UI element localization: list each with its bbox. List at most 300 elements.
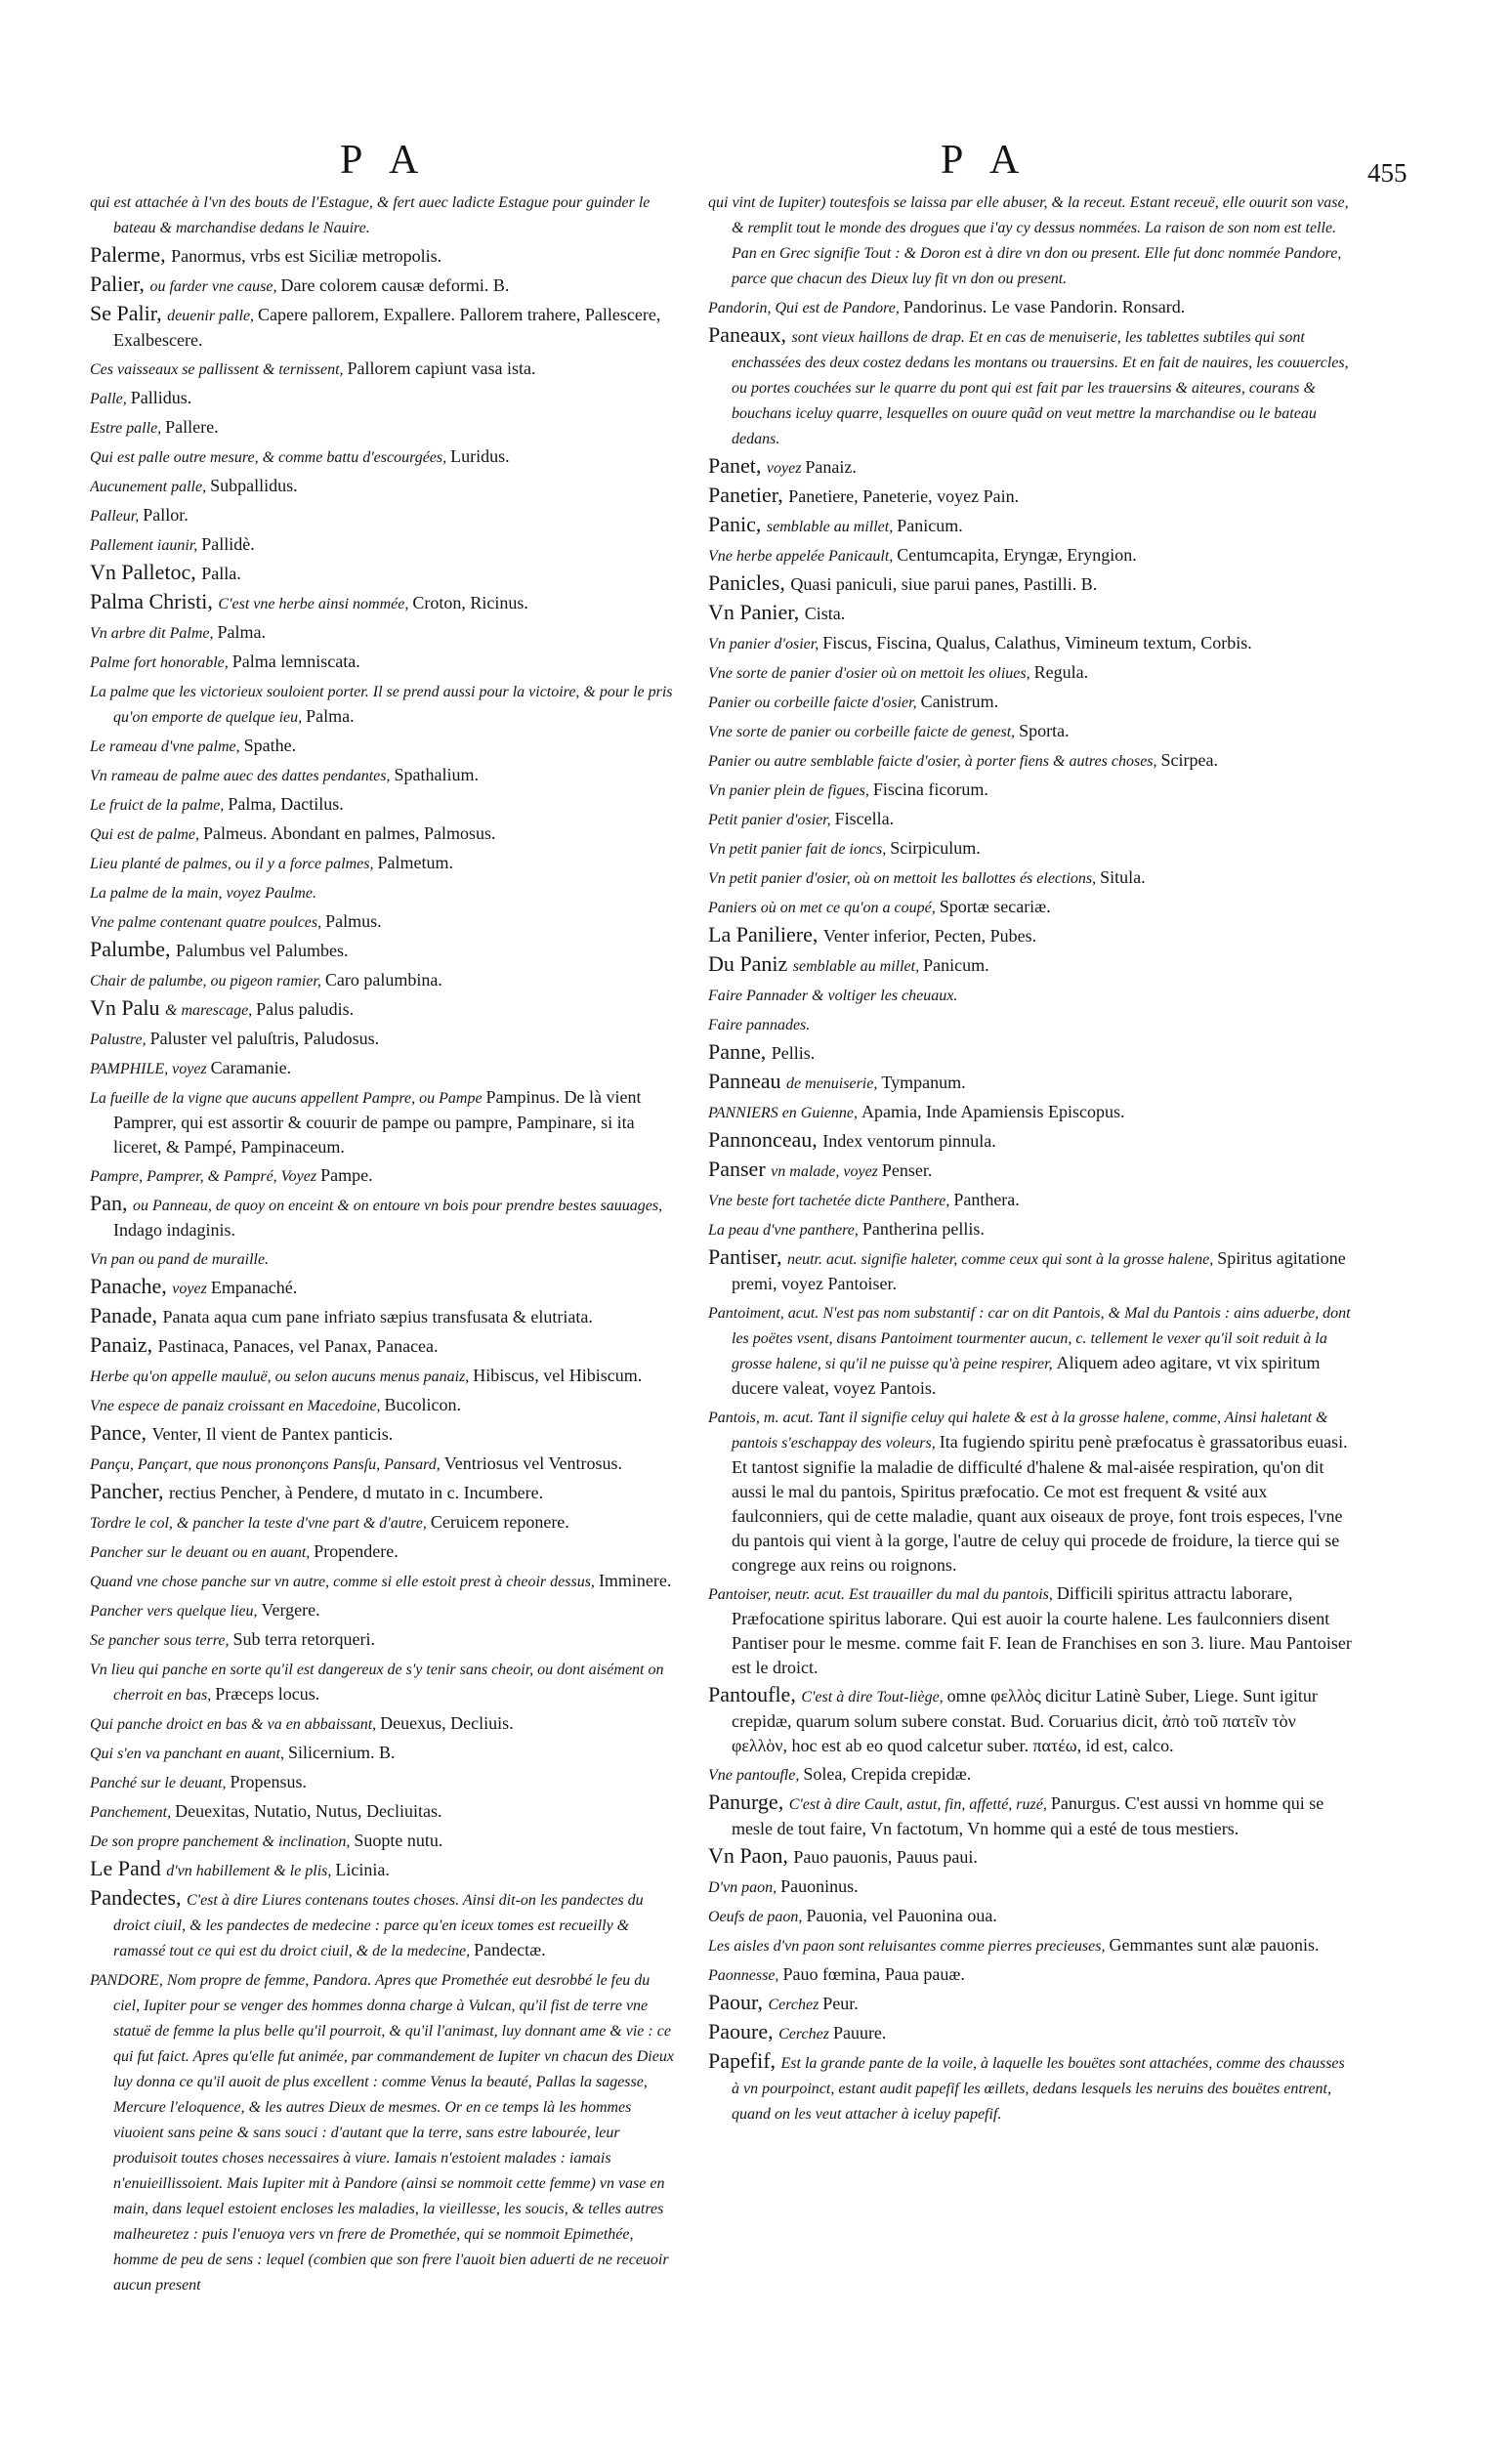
entry-latin: Pallidus. [130,388,192,407]
entry-latin: Pallidè. [201,534,255,554]
entry-latin: Canistrum. [920,692,999,711]
entry-latin: Palumbus vel Palumbes. [176,941,349,960]
entry-latin: Spiritus agitatione premi, voyez Pantoiser. [732,1248,1346,1293]
entry-latin: Palmus. [325,911,382,931]
dictionary-entry [708,1760,1353,1788]
entry-headword: Panicles, [708,570,791,595]
entry-latin: Scirpea. [1160,750,1218,770]
running-head-left: P A [340,138,429,183]
dictionary-entry [90,1709,676,1737]
dictionary-entry [90,966,676,993]
entry-gloss: Qui panche droict en bas & va en abbaissant, [90,1716,381,1733]
dictionary-entry [708,1186,1353,1213]
dictionary-entry [90,648,676,675]
entry-latin: Pallor. [143,505,189,525]
dictionary-entry [90,1827,676,1854]
entry-headword: Pannonceau, [708,1127,823,1152]
entry-gloss: Pancher vers quelque lieu, [90,1603,262,1620]
entry-headword: Vn Panier, [708,600,805,624]
entry-gloss: Pampre, Pamprer, & Pampré, Voyez [90,1168,321,1185]
dictionary-entry [90,384,676,411]
entry-latin: Panormus, vrbs est Siciliæ metropolis. [171,246,442,266]
dictionary-entry [90,442,676,470]
entry-latin: Fiscina ficorum. [872,779,988,799]
dictionary-entry [708,981,1353,1008]
entry-gloss: Vne beste fort tachetée dicte Panthere, [708,1193,954,1209]
entry-gloss: qui est attachée à l'vn des bouts de l'Estague, & fert auec ladicte Estague pour guinder le bateau & marchandise dedans le Nauire. [90,194,651,236]
entry-latin: Capere pallorem, Expallere. Pallorem trahere, Pallescere, Exalbescere. [113,305,661,350]
entry-headword: Palier, [90,272,150,296]
dictionary-entry [708,188,1353,291]
dictionary-entry [90,937,676,964]
dictionary-entry [708,1990,1353,2017]
dictionary-entry [90,1083,676,1159]
entry-gloss: Pallement iaunir, [90,537,202,554]
entry-headword: Vn Palletoc, [90,560,202,584]
entry-gloss: Se pancher sous terre, [90,1632,233,1649]
entry-gloss: Vn panier d'osier, [708,636,823,653]
entry-latin: Sub terra retorqueri. [232,1629,375,1649]
dictionary-entry [90,1420,676,1448]
entry-gloss: Pantois, m. acut. Tant il signifie celuy qui halete & est à la grosse halene, comme, Ainsi haletant & pantois s'eschappay des voleurs, [708,1410,1328,1452]
dictionary-entry [90,472,676,499]
entry-latin: Palma lemniscata. [231,652,360,671]
dictionary-entry [90,1885,676,1963]
entry-latin: Gemmantes sunt alæ pauonis. [1109,1935,1320,1955]
entry-gloss: d'vn habillement & le plis, [166,1863,336,1879]
dictionary-entry [90,1625,676,1653]
entry-latin: Regula. [1033,662,1089,682]
dictionary-entry [708,293,1353,320]
dictionary-entry [708,1960,1353,1988]
entry-gloss: Panché sur le deuant, [90,1775,231,1791]
entry-headword: Papefif, [708,2048,781,2073]
entry-gloss: de menuiserie, [786,1075,882,1092]
entry-gloss: Panier ou corbeille faicte d'osier, [708,695,921,711]
entry-gloss: Lieu planté de palmes, ou il y a force palmes, [90,856,378,872]
entry-latin: Empanaché. [210,1278,298,1297]
entry-gloss: semblable au millet, [766,519,898,535]
entry-headword: Paoure, [708,2019,779,2043]
dictionary-entry [90,188,676,240]
entry-gloss: Vn panier plein de figues, [708,782,873,799]
entry-latin: Suopte nutu. [354,1831,443,1850]
entry-gloss: Paniers où on met ce qu'on a coupé, [708,900,940,916]
dictionary-entry [708,1157,1353,1184]
dictionary-entry [708,570,1353,598]
dictionary-entry [708,1931,1353,1958]
entry-latin: Solea, Crepida crepidæ. [803,1764,972,1784]
entry-headword: Pance, [90,1420,152,1445]
entry-gloss: PANDORE, Nom propre de femme, Pandora. Apres que Promethée eut desrobbé le feu du ciel, Iupiter pour se venger des hommes donna charge à Vulcan, qu'il fist de terre vne statuë de femme la plus belle qu'il pourroit, & qu'il l'animast, luy donnant ame & vie : ce qui fut faict. Apres qu'elle fut animée, par commandement de Iupiter vn chacun des Dieux luy donna ce qu'il auoit de plus excellent : comme Venus la beauté, Pallas la sagesse, Mercure l'eloquence, & les autres Dieux de mesmes. Or en ce temps là les hommes viuoient sans peine & sans souci : d'autant que la terre, sans estre labourée, leur produisoit toutes choses necessaires à viure. Iamais n'estoient malades : iamais n'enuieillissoient. Mais Iupiter mit à Pandore (ainsi se nommoit cette femme) vn vase en main, dans lequel estoient encloses les maladies, la vieillesse, les soucis, & telles autres malheuretez : puis l'enuoya vers vn frere de Promethée, qui se nommoit Epimethée, homme de peu de sens : lequel (combien que son frere l'auoit bien aduerti de ne receuoir aucun present [90,1972,674,2294]
entry-gloss: Oeufs de paon, [708,1909,807,1925]
entry-headword: Le Pand [90,1856,167,1880]
entry-latin: Propensus. [230,1772,308,1791]
entry-latin: Caro palumbina. [324,970,442,989]
running-head-right: P A [941,138,1029,183]
entry-latin: Penser. [881,1160,933,1180]
entry-latin: Peur. [822,1994,859,2013]
entry-headword: Paneaux, [708,322,792,347]
dictionary-entry [90,1537,676,1565]
entry-latin: Pampinus. De là vient Pamprer, qui est assortir & couurir de pampe ou pampre, Pampinare, si ita liceret, & Pampé, Pampinaceum. [113,1087,642,1157]
dictionary-entry [708,1902,1353,1929]
dictionary-entry [708,453,1353,481]
entry-latin: Palla. [201,564,241,583]
dictionary-entry [90,1332,676,1360]
entry-latin: Apamia, Inde Apamiensis Episcopus. [861,1102,1125,1121]
dictionary-entry [708,863,1353,891]
dictionary-column-left [90,188,676,2371]
dictionary-entry [90,1303,676,1330]
entry-latin: Præceps locus. [215,1684,320,1704]
dictionary-entry [90,1391,676,1418]
entry-latin: Pallere. [165,417,219,437]
dictionary-entry [90,355,676,382]
dictionary-entry [90,1054,676,1081]
entry-gloss: Vne espece de panaiz croissant en Macedoine, [90,1398,385,1414]
dictionary-entry [90,1025,676,1052]
entry-latin: Pauo fœmina, Paua pauæ. [782,1964,965,1984]
dictionary-entry [90,1965,676,2297]
entry-gloss: Ces vaisseaux se pallissent & ternissent, [90,361,348,378]
entry-headword: Panetier, [708,483,789,507]
dictionary-entry [708,688,1353,715]
entry-gloss: vn malade, voyez [771,1163,882,1180]
dictionary-entry [90,1479,676,1506]
dictionary-entry [708,1789,1353,1841]
page-number: 455 [1367,158,1407,188]
dictionary-entry [708,1579,1353,1680]
entry-latin: Fiscus, Fiscina, Qualus, Calathus, Vimineum textum, Corbis. [822,633,1252,653]
entry-gloss: Est la grande pante de la voile, à laquelle les bouëtes sont attachées, comme des chausses à vn pourpoinct, estant audit papefif les œillets, dedans lesquels les neruins des bouëtes entrent, quand on les veut attacher à iceluy papefif. [732,2055,1345,2123]
entry-headword: Panet, [708,453,767,478]
entry-headword: Vn Palu [90,995,165,1020]
dictionary-entry [90,1567,676,1594]
dictionary-entry [90,995,676,1023]
entry-latin: Centumcapita, Eryngæ, Eryngion. [897,545,1137,565]
dictionary-entry [90,1596,676,1623]
dictionary-entry [708,951,1353,979]
entry-headword: Pandectes, [90,1885,187,1910]
dictionary-entry [708,1098,1353,1125]
dictionary-entry [708,1298,1353,1401]
entry-latin: rectius Pencher, à Pendere, d mutato in c. Incumbere. [168,1483,544,1502]
dictionary-entry [708,322,1353,451]
entry-latin: Deuexus, Decliuis. [380,1713,514,1733]
entry-headword: Panaiz, [90,1332,158,1357]
dictionary-entry [90,242,676,270]
entry-gloss: Les aisles d'vn paon sont reluisantes comme pierres precieuses, [708,1938,1110,1955]
dictionary-entry [708,658,1353,686]
entry-headword: Panache, [90,1274,173,1298]
entry-latin: Situla. [1100,867,1146,887]
entry-gloss: C'est vne herbe ainsi nommée, [218,596,413,612]
dictionary-column-right [708,188,1353,2371]
dictionary-entry [708,1010,1353,1037]
entry-latin: Spathe. [243,736,297,755]
entry-gloss: Vne sorte de panier ou corbeille faicte de genest, [708,724,1020,740]
entry-gloss: La fueille de la vigne que aucuns appellent Pampre, ou Pampe [90,1090,486,1107]
entry-gloss: Le fruict de la palme, [90,797,229,814]
entry-headword: Pancher, [90,1479,169,1503]
entry-headword: Pantiser, [708,1244,787,1269]
entry-latin: Panata aqua cum pane infriato sæpius transfusata & elutriata. [162,1307,593,1326]
entry-gloss: Vn lieu qui panche en sorte qu'il est dangereux de s'y tenir sans cheoir, ou dont aisément on cherroit en bas, [90,1662,664,1704]
entry-gloss: deuenir palle, [167,308,259,324]
entry-gloss: ou Panneau, de quoy on enceint & on entoure vn bois pour prendre bestes sauuages, [133,1198,663,1214]
dictionary-entry [90,1739,676,1766]
entry-gloss: Qui est palle outre mesure, & comme battu d'escourgées, [90,449,451,466]
entry-latin: Tympanum. [881,1073,966,1092]
dictionary-entry [708,512,1353,539]
entry-headword: Pan, [90,1191,133,1215]
entry-latin: omne φελλὸς dicitur Latinè Suber, Liege. Sunt igitur crepidæ, quarum solum subere constat. Bud. Coruarius dicit, ἀπὸ τοῦ πατεῖν τὸν φελλὸν, hoc est ab eo quod calcetur suber. πατέω, id est, calco. [732,1686,1318,1755]
entry-latin: Palma. [217,622,266,642]
dictionary-entry [90,1450,676,1477]
dictionary-entry [90,1768,676,1795]
entry-gloss: Tordre le col, & pancher la teste d'vne part & d'autre, [90,1515,431,1532]
entry-latin: Pastinaca, Panaces, vel Panax, Panacea. [157,1336,439,1356]
dictionary-entry [708,805,1353,832]
dictionary-entry [90,849,676,876]
dictionary-entry [90,1856,676,1883]
entry-headword: Vn Paon, [708,1843,794,1868]
entry-gloss: Aucunement palle, [90,479,211,495]
entry-gloss: neutr. acut. signifie haleter, comme ceux qui sont à la grosse halene, [787,1251,1218,1268]
entry-gloss: Vne sorte de panier d'osier où on mettoit les oliues, [708,665,1034,682]
entry-latin: Panaiz. [805,457,857,477]
entry-gloss: Vne palme contenant quatre poulces, [90,914,326,931]
entry-gloss: Panier ou autre semblable faicte d'osier, à porter fiens & autres choses, [708,753,1161,770]
entry-latin: Fiscella. [834,809,895,828]
dictionary-entry [90,501,676,528]
dictionary-entry [708,746,1353,774]
dictionary-entry [90,1655,676,1707]
entry-gloss: Cerchez [768,1997,823,2013]
entry-latin: Palma. [306,706,355,726]
entry-latin: Pauo pauonis, Pauus paui. [793,1847,978,1867]
entry-gloss: Pancher sur le deuant ou en auant, [90,1544,315,1561]
entry-gloss: Palustre, [90,1032,150,1048]
entry-gloss: Petit panier d'osier, [708,812,835,828]
entry-headword: Panne, [708,1039,772,1064]
entry-gloss: Qui est de palme, [90,826,203,843]
entry-latin: Deuexitas, Nutatio, Nutus, Decliuitas. [175,1801,442,1821]
entry-headword: Se Palir, [90,301,168,325]
entry-latin: Sporta. [1019,721,1070,740]
entry-gloss: Faire pannades. [708,1017,811,1033]
dictionary-entry [708,1843,1353,1871]
dictionary-entry [90,1244,676,1272]
entry-gloss: Paonnesse, [708,1967,783,1984]
dictionary-entry [708,1873,1353,1900]
entry-latin: Pellis. [771,1043,816,1063]
dictionary-entry [90,761,676,788]
entry-latin: Indago indaginis. [113,1220,235,1240]
entry-latin: Pandorinus. Le vase Pandorin. Ronsard. [903,297,1186,316]
entry-gloss: Herbe qu'on appelle mauluë, ou selon aucuns menus panaiz, [90,1368,474,1385]
entry-latin: Cista. [804,604,846,623]
entry-latin: Venter inferior, Pecten, Pubes. [822,926,1037,946]
dictionary-entry [708,1682,1353,1758]
dictionary-entry [90,790,676,818]
entry-headword: Palumbe, [90,937,176,961]
dictionary-entry [90,618,676,646]
entry-gloss: Vn pan ou pand de muraille. [90,1251,270,1268]
dictionary-entry [708,1039,1353,1067]
entry-gloss: Le rameau d'vne palme, [90,738,244,755]
dictionary-entry [90,272,676,299]
dictionary-entry [90,878,676,905]
dictionary-entry [708,893,1353,920]
entry-latin: Scirpiculum. [890,838,981,858]
entry-latin: Licinia. [335,1860,390,1879]
entry-headword: Pantoufle, [708,1682,802,1706]
entry-latin: Luridus. [450,446,510,466]
dictionary-entry [90,530,676,558]
entry-latin: Imminere. [598,1571,672,1590]
dictionary-entry [708,1215,1353,1242]
entry-gloss: PANNIERS en Guienne, [708,1105,862,1121]
entry-latin: Palus paludis. [256,999,355,1019]
entry-gloss: Vn arbre dit Palme, [90,625,218,642]
entry-gloss: qui vint de Iupiter) toutesfois se laissa par elle abuser, & la receut. Estant receuë, elle ouurit son vase, & remplit tout le monde des drogues que i'ay cy dessus nommées. La raison de son nom est telle. Pan en Grec signifie Tout : & Doron est à dire vn don ou present. Elle fut donc nommée Pandore, parce que chacun des Dieux luy fit vn don ou present. [708,194,1349,287]
dictionary-entry [708,2048,1353,2126]
entry-gloss: Panchement, [90,1804,176,1821]
entry-headword: Panser [708,1157,772,1181]
dictionary-entry [90,1362,676,1389]
entry-latin: Croton, Ricinus. [412,593,528,612]
entry-gloss: Faire Pannader & voltiger les cheuaux. [708,988,958,1004]
dictionary-entry [90,301,676,353]
entry-headword: Palerme, [90,242,172,267]
entry-gloss: Palle, [90,391,131,407]
entry-gloss: Vn petit panier d'osier, où on mettoit les ballottes és elections, [708,870,1101,887]
dictionary-entry [708,483,1353,510]
dictionary-entry [90,1797,676,1825]
entry-headword: Palma Christi, [90,589,219,613]
entry-gloss: De son propre panchement & inclination, [90,1833,355,1850]
entry-gloss: Pantoiser, neutr. acut. Est trauailler du mal du pantois, [708,1586,1057,1603]
entry-latin: Pallorem capiunt vasa ista. [347,358,536,378]
dictionary-entry [90,1191,676,1242]
entry-latin: Propendere. [314,1541,399,1561]
entry-latin: Ita fugiendo spiritu penè præfocatus è grassatoribus euasi. Et tantost signifie la maladie de difficulté d'halene & mal-aisée respiration, qu'on dit aussi le mal du pantois, Spiritus præfocatio. Ce mot est frequent & vsité aux faulconniers, qui de cette maladie, quant aux oiseaux de proye, font trois especes, l'vne du pantois qui vient à la gorge, l'autre de celuy qui procede de froidure, la tierce qui se congrege aux reins ou roignons. [732,1432,1348,1575]
entry-latin: Caramanie. [210,1058,292,1077]
dictionary-entry [708,541,1353,568]
entry-latin: Bucolicon. [384,1395,462,1414]
entry-gloss: D'vn paon, [708,1879,781,1896]
entry-gloss: Pançu, Pançart, que nous prononçons Pansſu, Pansard, [90,1456,444,1473]
entry-gloss: Estre palle, [90,420,166,437]
entry-gloss: Vn rameau de palme auec des dattes pendantes, [90,768,395,784]
entry-latin: Pampe. [320,1165,373,1185]
entry-headword: Panneau [708,1069,787,1093]
dictionary-entry [90,1508,676,1536]
dictionary-entry [90,907,676,935]
dictionary-entry [708,776,1353,803]
entry-gloss: PAMPHILE, voyez [90,1061,211,1077]
entry-headword: Du Paniz [708,951,793,976]
entry-gloss: Cerchez [778,2026,833,2042]
entry-latin: Ventriosus vel Ventrosus. [443,1453,622,1473]
dictionary-entry [90,732,676,759]
entry-gloss: semblable au millet, [792,958,924,975]
entry-gloss: sont vieux haillons de drap. Et en cas de menuiserie, les tablettes subtiles qui sont enchassées des deux costez dedans les montans ou trauersins. Et en fait de nauires, les couuercles, ou portes couchées sur le quarre du pont qui est fait par les trauersins & aiteures, courans & bouchans iceluy quarre, lesquelles on ouure quãd on veut mettre la marchandise ou le bateau dedans. [732,329,1349,447]
entry-latin: Pauure. [832,2023,887,2042]
entry-latin: Panthera. [953,1190,1020,1209]
dictionary-entry [708,1403,1353,1578]
dictionary-entry [708,1244,1353,1296]
dictionary-entry [708,717,1353,744]
entry-gloss: C'est à dire Tout-liège, [801,1689,947,1705]
entry-headword: Panade, [90,1303,163,1327]
entry-latin: Pantherina pellis. [861,1219,985,1239]
entry-gloss: La palme que les victorieux souloient porter. Il se prend aussi pour la victoire, & pour le pris qu'on emporte de quelque ieu, [90,684,673,726]
entry-latin: Paluster vel paluſtris, Paludosus. [149,1029,380,1048]
entry-gloss: Pandorin, Qui est de Pandore, [708,300,903,316]
dictionary-entry [90,1161,676,1189]
entry-latin: Pauoninus. [780,1876,859,1896]
entry-gloss: Vne pantoufle, [708,1767,804,1784]
entry-latin: Aliquem adeo agitare, vt vix spiritum ducere valeat, voyez Pantois. [732,1353,1321,1398]
dictionary-entry [708,1127,1353,1155]
dictionary-entry [90,820,676,847]
entry-latin: Palma, Dactilus. [228,794,344,814]
entry-latin: Palmeus. Abondant en palmes, Palmosus. [202,823,496,843]
dictionary-entry [708,600,1353,627]
entry-latin: Spathalium. [394,765,479,784]
entry-gloss: & marescage, [165,1002,257,1019]
dictionary-entry [708,2019,1353,2046]
dictionary-entry [90,677,676,730]
entry-gloss: Chair de palumbe, ou pigeon ramier, [90,973,325,989]
entry-headword: Panurge, [708,1789,789,1814]
entry-gloss: ou farder vne cause, [149,278,281,295]
entry-latin: Pandectæ. [474,1940,546,1959]
entry-gloss: La peau d'vne panthere, [708,1222,862,1239]
dictionary-entry [90,413,676,441]
entry-headword: Paour, [708,1990,769,2014]
entry-headword: Panic, [708,512,767,536]
entry-latin: Silicernium. B. [287,1743,396,1762]
dictionary-entry [90,1274,676,1301]
entry-latin: Subpallidus. [210,476,298,495]
entry-gloss: Quand vne chose panche sur vn autre, comme si elle estoit prest à cheoir dessus, [90,1574,599,1590]
dictionary-entry [90,589,676,616]
entry-gloss: Vn petit panier fait de ioncs, [708,841,891,858]
entry-latin: Difficili spiritus attractu laborare, Præfocatione spiritus laborare. Qui est auoir la courte halene. Les faulconniers disent Pantiser pour le mesme. comme fait F. Iean de Franchises en son 3. liure. Mau Pantoiser est le droict. [732,1583,1352,1677]
dictionary-entry [708,1069,1353,1096]
entry-latin: Panetiere, Paneterie, voyez Pain. [788,486,1020,506]
entry-gloss: Palleur, [90,508,144,525]
entry-latin: Palmetum. [377,853,453,872]
dictionary-entry [90,560,676,587]
entry-latin: Vergere. [261,1600,320,1620]
entry-latin: Quasi paniculi, siue parui panes, Pastilli. B. [790,574,1098,594]
entry-latin: Pauonia, vel Pauonina oua. [806,1906,997,1925]
entry-latin: Panicum. [923,955,989,975]
entry-latin: Ceruicem reponere. [430,1512,569,1532]
entry-gloss: C'est à dire Cault, astut, fin, affetté, ruzé, [788,1796,1051,1813]
entry-gloss: La palme de la main, voyez Paulme. [90,885,316,902]
entry-latin: Venter, Il vient de Pantex panticis. [151,1424,394,1444]
entry-latin: Panicum. [897,516,963,535]
entry-gloss: Vne herbe appelée Panicault, [708,548,898,565]
dictionary-entry [708,922,1353,949]
dictionary-entry [708,834,1353,862]
